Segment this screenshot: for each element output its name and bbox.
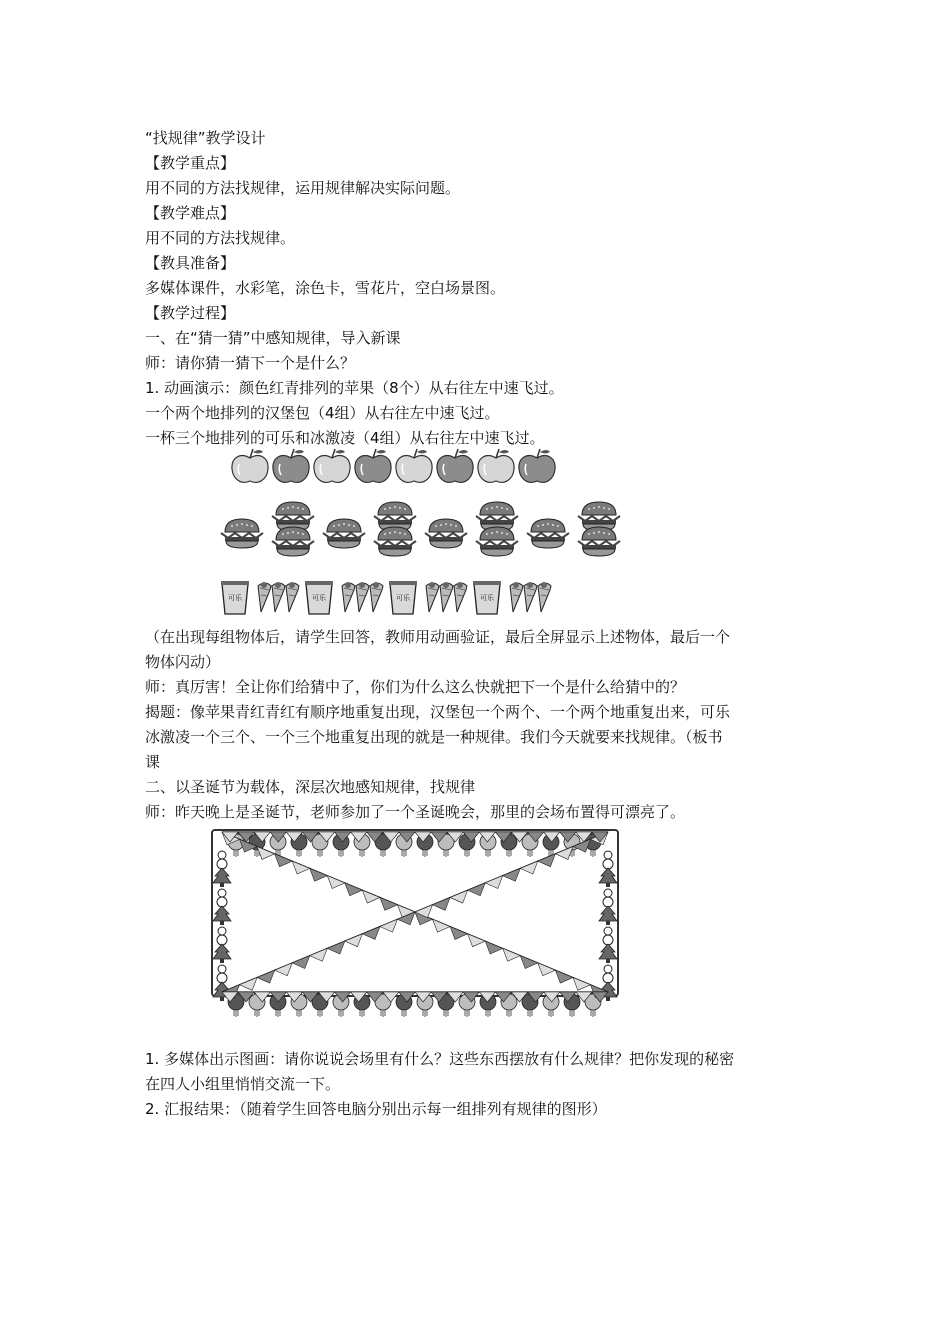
cola-label: 可乐 (312, 594, 326, 602)
heading-key-points: 【教学重点】 (145, 154, 236, 172)
note-line-2: 物体闪动） (145, 653, 221, 671)
list-line-3: 一杯三个地排列的可乐和冰激凌（4组）从右往左中速飞过。 (145, 429, 545, 447)
section-one-heading: 一、在“猜一猜”中感知规律，导入新课 (145, 329, 401, 347)
apple-icon (232, 449, 268, 482)
ice-cream-cone-icon (426, 582, 439, 612)
christmas-venue-figure (208, 826, 622, 1030)
cola-cup-icon (389, 581, 417, 614)
cola-label: 可乐 (228, 594, 242, 602)
snowman-icon (217, 851, 227, 869)
snowman-icon (217, 927, 227, 945)
snowman-icon (603, 889, 613, 907)
question-line-1: 1. 多媒体出示图画：请你说说会场里有什么？这些东西摆放有什么规律？把你发现的秘密 (145, 1050, 735, 1068)
ice-cream-cone-icon (440, 582, 453, 612)
hamburger-icon (527, 519, 569, 548)
apple-icon (519, 449, 555, 482)
snowman-icon (603, 927, 613, 945)
section-two-heading: 二、以圣诞节为载体，深层次地感知规律，找规律 (145, 778, 476, 796)
snowman-icon (217, 965, 227, 983)
apple-row-figure (230, 446, 570, 488)
apple-icon (314, 449, 350, 482)
list-line-2: 一个两个地排列的汉堡包（4组）从右往左中速飞过。 (145, 404, 500, 422)
cola-cup-icon (305, 581, 333, 614)
para-tools: 多媒体课件，水彩笔，涂色卡，雪花片，空白场景图。 (145, 279, 506, 297)
hamburger-stack-icon (272, 502, 314, 556)
ice-cream-cone-icon (286, 582, 299, 612)
hamburger-stack-icon (578, 502, 620, 556)
reveal-line-2: 冰激凌一个三个、一个三个地重复出现的就是一种规律。我们今天就要来找规律。（板书 (145, 728, 723, 746)
note-line-1: （在出现每组物体后，请学生回答，教师用动画验证，最后全屏显示上述物体，最后一个 (145, 628, 731, 646)
ice-cream-cone-icon (538, 582, 551, 612)
apple-icon (355, 449, 391, 482)
heading-difficulties: 【教学难点】 (145, 204, 236, 222)
apple-icon (273, 449, 309, 482)
reveal-line-1: 揭题：像苹果青红青红有顺序地重复出现，汉堡包一个两个、一个两个地重复出来，可乐 (145, 703, 731, 721)
snowman-icon (217, 889, 227, 907)
apple-icon (478, 449, 514, 482)
cola-cup-icon (473, 581, 501, 614)
ice-cream-cone-icon (342, 582, 355, 612)
hamburger-icon (323, 519, 365, 548)
cola-label: 可乐 (396, 594, 410, 602)
snowman-icon (603, 851, 613, 869)
para-difficulties: 用不同的方法找规律。 (145, 229, 296, 247)
hamburger-icon (425, 519, 467, 548)
hamburger-icon (221, 519, 263, 548)
hamburger-stack-icon (476, 502, 518, 556)
apple-icon (437, 449, 473, 482)
ice-cream-cone-icon (272, 582, 285, 612)
hamburger-row-figure (214, 498, 624, 560)
ice-cream-cone-icon (370, 582, 383, 612)
document-title: “找规律”教学设计 (145, 129, 266, 147)
cola-label: 可乐 (480, 594, 494, 602)
ice-cream-cone-icon (524, 582, 537, 612)
ice-cream-cone-icon (258, 582, 271, 612)
result-line: 2. 汇报结果：（随着学生回答电脑分别出示每一组排列有规律的图形） (145, 1100, 607, 1118)
ice-cream-cone-icon (356, 582, 369, 612)
list-line-1: 1. 动画演示：颜色红青排列的苹果（8个）从右往左中速飞过。 (145, 379, 564, 397)
reveal-line-3: 课 (145, 753, 161, 771)
cola-cup-icon (221, 581, 249, 614)
apple-icon (396, 449, 432, 482)
cola-icecream-row-figure (214, 578, 614, 618)
heading-tools: 【教具准备】 (145, 254, 236, 272)
teacher-line-2: 师：真厉害！全让你们给猜中了，你们为什么这么快就把下一个是什么给猜中的？ (145, 678, 686, 696)
hamburger-stack-icon (374, 502, 416, 556)
para-key-points: 用不同的方法找规律，运用规律解决实际问题。 (145, 179, 461, 197)
ice-cream-cone-icon (454, 582, 467, 612)
heading-process: 【教学过程】 (145, 304, 236, 322)
ice-cream-cone-icon (510, 582, 523, 612)
teacher-line-3: 师：昨天晚上是圣诞节，老师参加了一个圣诞晚会，那里的会场布置得可漂亮了。 (145, 803, 686, 821)
snowman-icon (603, 965, 613, 983)
question-line-2: 在四人小组里悄悄交流一下。 (145, 1075, 341, 1093)
teacher-line-1: 师：请你猜一猜下一个是什么？ (145, 354, 356, 372)
